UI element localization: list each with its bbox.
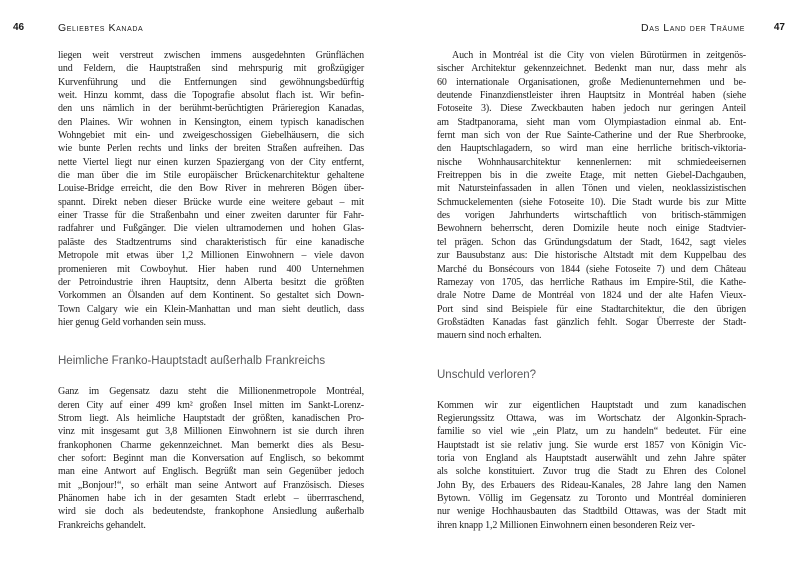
page-left-text-column — [58, 49, 364, 532]
text-line: als solche konstituiert. Zuvor trug die Stadt zu Ehren des Colonel — [437, 466, 746, 478]
text-line: Schmuckelementen (siehe Fotoseite 10). Die Stadt wurde bis zur Mitte — [437, 196, 746, 208]
text-line: paläste des Stadtzentrums sind charakteristisch für eine kanadische — [58, 236, 364, 248]
text-line: promenieren mit Cowboyhut. Hier haben rund 400 Unternehmen — [58, 263, 364, 275]
text-line: vinz mit insgesamt gut 3,8 Millionen Einwohnern ist sie durch ihren — [58, 426, 364, 438]
running-title-left: Geliebtes Kanada — [58, 22, 144, 34]
text-line: Metropole mit etwas über 1,2 Millionen Einwohnern – viele davon — [58, 250, 364, 262]
text-line: John By, des Erbauers des Rideau-Kanales, 28 Jahre lang den Namen — [437, 479, 746, 491]
page-right-text-column — [437, 49, 746, 532]
text-line: Großstädten Kanadas fast gänzlich fehlt. Sogar Überreste der Stadt- — [437, 316, 746, 328]
text-line: deren City auf einer 499 km² großen Insel mitten im Sankt-Lorenz- — [58, 399, 364, 411]
text-line: Ganz im Gegensatz dazu steht die Millionenmetropole Montréal, — [58, 386, 364, 398]
text-line: cher sofort: Beginnt man die Konversation auf Englisch, so bekommt — [58, 452, 364, 464]
text-line: einer Trasse für die Straßenbahn und einer zweiten darunter für Fahr- — [58, 210, 364, 222]
text-line: Marché du Bonsécours von 1844 (siehe Fotoseite 7) und dem Château — [437, 263, 746, 275]
paragraph-calgary — [58, 49, 364, 329]
text-line: Frankreichs gehandelt. — [58, 519, 146, 531]
text-line: Auch in Montréal ist die City von vielen Bürotürmen in zeitgenös- — [452, 50, 746, 61]
text-line: deutende Finanzdienstleister ihren Hauptsitz in Montréal haben (siehe — [437, 90, 746, 102]
text-line: familie so viel wie „ein Platz, um zu handeln“ bedeutet. Für eine — [437, 426, 746, 438]
text-line: Freitreppen bis in die zweite Etage, mit netten Giebel-Dachgauben, — [437, 170, 746, 182]
text-line: Port sind sind Beispiele für eine Stadtarchitektur, die den übrigen — [437, 303, 746, 315]
text-line: sischer Architektur gekennzeichnet. Bedenkt man nur, dass mehr als — [437, 63, 746, 75]
paragraph-ottawa — [437, 399, 746, 532]
text-line: mit Natursteinfassaden in allen Tönen und vielen, neoklassizistischen — [437, 183, 746, 195]
section-heading-montreal: Heimliche Franko-Hauptstadt außerhalb Frankreichs — [58, 355, 326, 368]
text-line: hier genug Geld vorhanden sein muss. — [58, 316, 206, 328]
text-line: zur Bausubstanz aus: Die historische Altstadt mit dem Kuppelbau des — [437, 250, 746, 262]
section-heading-ottawa: Unschuld verloren? — [437, 368, 537, 381]
text-line: des vorigen Jahrhunderts wirtschaftlich von britisch-stämmigen — [437, 210, 746, 222]
text-line: mauern sind noch erhalten. — [437, 330, 542, 342]
text-line: der Petroindustrie ihren Hauptsitz, denn Alberta besitzt die größten — [58, 276, 364, 288]
text-line: frankophonen Charme gekennzeichnet. Man bemerkt dies als Besu- — [58, 439, 364, 451]
text-line: man eine Antwort auf Englisch. Begrüßt man sein Gegenüber jedoch — [58, 466, 364, 478]
text-line: tel prägen. Schon das Gründungsdatum der Stadt, 1642, sagt vieles — [437, 236, 746, 248]
text-line: Bewohnern beherrscht, deren Domizile heute noch einige Stadtvier- — [437, 223, 746, 235]
text-line: Bytown. Völlig im Gegensatz zu Toronto und Montréal dominieren — [437, 492, 746, 504]
text-line: Fotoseite 3). Diese Zweckbauten haben jedoch nur geringen Anteil — [437, 103, 746, 115]
text-line: Phänomen habe ich in der gesamten Stadt erlebt – überrraschend, — [58, 492, 364, 504]
text-line: 60 internationale Organisationen, große Medienunternehmen und be- — [437, 76, 746, 88]
text-line: und Feldern, die Hauptstraßen sind mehrspurig mit großzügiger — [58, 63, 364, 75]
text-line: mit „Bonjour!“, so erhält man seine Antwort auf Französisch. Dieses — [58, 479, 364, 491]
text-line: wie bunte Perlen rechts und links der breiten Straßen aufreihen. Das — [58, 143, 364, 155]
page-number-right: 47 — [773, 22, 785, 33]
text-line: weit. Hinzu kommt, dass die Topografie absolut flach ist. Wir befin- — [58, 90, 364, 102]
text-line: Kurvenführung und die Entfernungen sind gewöhnungsbedürftig — [58, 76, 364, 88]
text-line: Strom liegt. Als heimliche Hauptstadt der größten, kanadischen Pro- — [58, 412, 364, 424]
paragraph-montreal-city — [437, 49, 746, 343]
page-right — [397, 0, 794, 567]
text-line: Regierungssitz Ottawa, was im Wortschatz der Algonkin-Sprach- — [437, 412, 746, 424]
text-line: ihren knapp 1,2 Millionen Einwohnern einen besonderen Reiz ver- — [437, 519, 695, 531]
text-line: spannt. Direkt neben dieser Brücke wurde eine weitere gebaut – mit — [58, 196, 364, 208]
text-line: nische Wohnhausarchitektur kennenlernen: mit schmiedeeisernen — [437, 156, 746, 168]
text-line: Vorkommen an Ölsanden auf dem Kontinent. So gestaltet sich Down- — [58, 290, 364, 302]
text-line: Louise-Bridge erreicht, die den Bow River in mehreren Bögen über- — [58, 183, 364, 195]
text-line: Hauptstadt ist sie relativ jung. Sie wurde erst 1857 von Königin Vic- — [437, 439, 746, 451]
text-line: drale Notre Dame de Montréal von 1824 und der alte Hafen Vieux- — [437, 290, 746, 302]
text-line: am Stadtpanorama, sieht man vom Olympiastadion einmal ab. Ent- — [437, 116, 746, 128]
text-line: Ramezay von 1705, das herrliche Rathaus im Empire-Stil, die Kathe- — [437, 276, 746, 288]
text-line: den Hauptschlagadern, so wird man eine herrliche britisch-viktoria- — [437, 143, 746, 155]
text-line: wird sie doch als bedeutendste, frankophone Ansiedlung außerhalb — [58, 506, 364, 518]
running-title-right: Das Land der Träume — [641, 22, 745, 34]
paragraph-montreal-intro — [58, 385, 364, 532]
text-line: die man über die im Stile europäischer Brückenarchitektur gehaltene — [58, 170, 364, 182]
text-line: Wohngebiet mit ein- und zweigeschossigen Giebelhäusern, die sich — [58, 130, 364, 142]
text-line: toria von England als Hauptstadt auserwählt und zehn Jahre später — [437, 452, 746, 464]
page-number-left: 46 — [13, 22, 25, 33]
text-line: liegen weit verstreut zwischen immens ausgedehnten Grünflächen — [58, 50, 364, 61]
text-line: Town Calgary wie ein Klein-Manhattan und man sieht deutlich, dass — [58, 303, 364, 315]
text-line: Kommen wir zur eigentlichen Hauptstadt und zum kanadischen — [437, 399, 746, 411]
text-line: nur wenige Hochhausbauten das Stadtbild Ottawas, was der Stadt mit — [437, 506, 746, 518]
text-line: den uns nämlich in der berühmt-berüchtigten Prärieregion Kanadas, — [58, 103, 364, 115]
text-line: fernt man sich von der Rue Sainte-Catherine und der Rue Sherbrooke, — [437, 130, 746, 142]
text-line: radfahrer und Fußgänger. Die vielen ultramodernen und hohen Glas- — [58, 223, 364, 235]
text-line: nette Viertel liegt nur einen kurzen Spaziergang von der City entfernt, — [58, 156, 364, 168]
text-line: den Plaines. Wir wohnen in Kensington, einem typisch kanadischen — [58, 116, 364, 128]
